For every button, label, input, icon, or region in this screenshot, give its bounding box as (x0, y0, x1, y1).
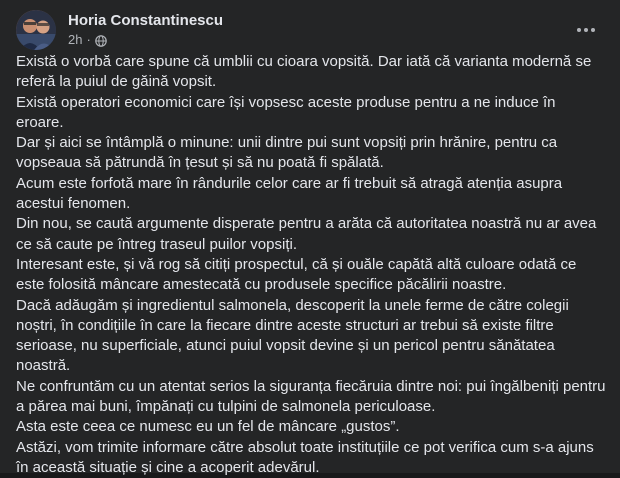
post-header (16, 10, 604, 50)
post-paragraph: Din nou, se caută argumente disperate pentru a arăta că autoritatea noastră nu ar avea ce să caute pe întreg traseul puilor vopsiți. (16, 215, 597, 253)
post-paragraph: Astăzi, vom trimite informare către absolut toate instituțiile ce pot verifica cum s-a ajuns în această situație și cine a acoperit adevărul. (16, 438, 594, 476)
post-paragraph: Interesant este, și vă rog să citiți prospectul, că și ouăle capătă altă culoare odată ce este folosită mâncare amestecată cu produsele specifice păcălirii noastre. (16, 255, 577, 294)
post-timestamp[interactable]: 2h (68, 32, 83, 47)
post-paragraph: Există o vorbă care spune că umblii cu cioara vopsită. Dar iată că varianta modernă se referă la puiul de găină vopsit. (16, 53, 592, 91)
post-paragraph: Acum este forfotă mare în rândurile celor care ar fi trebuit să atragă atenția asupra acestui fenomen. (16, 174, 563, 213)
post-paragraph: Asta este ceea ce numesc eu un fel de mâncare „gustos”. (16, 418, 400, 436)
author-name[interactable]: Horia Constantinescu (68, 12, 224, 29)
post-body (16, 52, 606, 478)
post-meta (68, 31, 107, 49)
post-paragraph: Ne confruntăm cu un atentat serios la siguranța fiecăruia dintre noi: pui îngălbeniți pentru a părea mai buni, împănați cu tulpini de salmonela periculoase. (16, 377, 606, 416)
globe-icon[interactable] (95, 34, 107, 46)
more-options-dot (591, 28, 595, 32)
more-options-dot (584, 28, 588, 32)
post-paragraph: Dacă adăugăm și ingredientul salmonela, descoperit la unele ferme de către colegii noștri, în condițiile în care la fiecare dintre aceste structuri ar trebui să existe filtre serioase, nu superficiale, atunci puiul vopsit devine și un pericol pentru sănătatea noastră. (16, 296, 569, 375)
meta-separator: · (86, 32, 91, 47)
post-paragraph: Există operatori economici care își vopsesc aceste produse pentru a ne induce în eroare. (16, 93, 556, 131)
more-options-icon (577, 28, 581, 32)
author-avatar[interactable] (16, 10, 56, 50)
post-paragraph: Dar și aici se întâmplă o minune: unii dintre pui sunt vopsiți prin hrănire, pentru ca vopseaua să pătrundă în țesut și să nu poată fi spălată. (16, 134, 558, 172)
more-options-button[interactable] (568, 12, 604, 48)
